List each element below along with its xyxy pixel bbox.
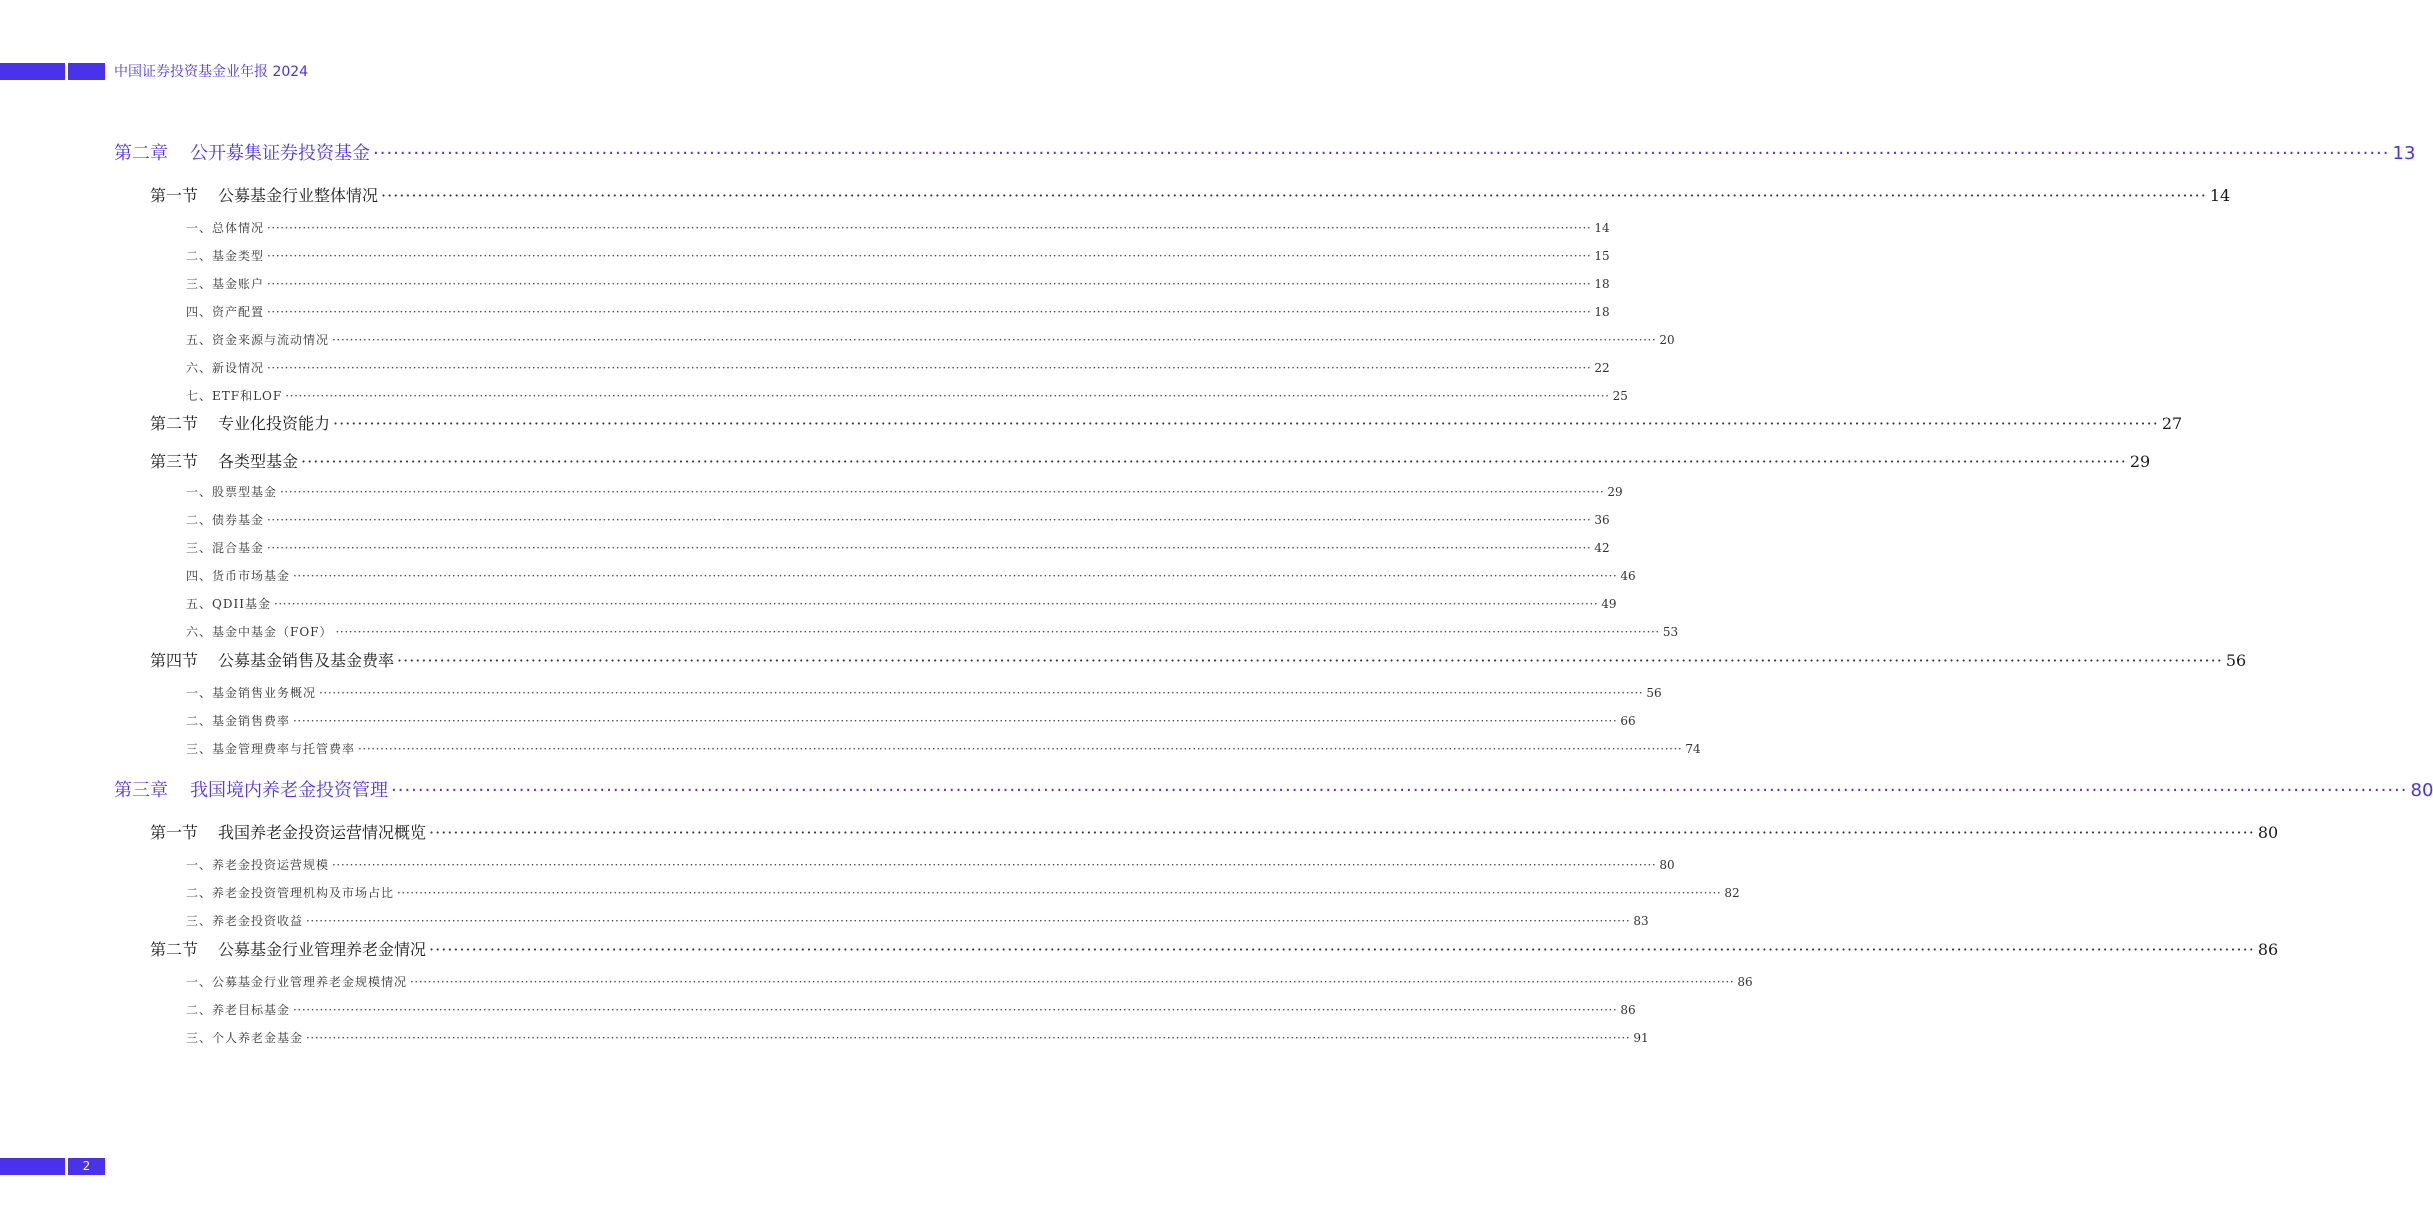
toc-page-number: 91	[1633, 1031, 1649, 1045]
dot-leader: ············································································································································································································································································································	[267, 513, 1592, 527]
toc-item-row[interactable]	[186, 595, 1617, 612]
dot-leader: ············································································································································································································································································································	[267, 361, 1592, 375]
toc-item-row[interactable]	[186, 884, 1740, 901]
toc-item-title: 一、总体情况	[186, 221, 265, 235]
dot-leader: ············································································································································································································································································································	[381, 186, 2207, 205]
dot-leader: ············································································································································································································································································································	[267, 541, 1592, 555]
toc-section-title: 我国养老金投资运营情况概览	[218, 823, 427, 842]
toc-page-number: 82	[1724, 886, 1740, 900]
toc-item-title: 四、货币市场基金	[186, 569, 291, 583]
dot-leader: ············································································································································································································································································································	[267, 277, 1592, 291]
toc-chapter-title: 公开募集证券投资基金	[190, 143, 370, 164]
toc-page-number: 66	[1620, 714, 1636, 728]
toc-item-title: 一、公募基金行业管理养老金规模情况	[186, 975, 408, 989]
toc-page-number: 20	[1659, 333, 1675, 347]
page-number: 2	[68, 1158, 105, 1175]
dot-leader: ············································································································································································································································································································	[429, 940, 2255, 959]
toc-item-row[interactable]	[186, 331, 1675, 348]
toc-section-number: 第一节	[150, 823, 199, 842]
toc-page-number: 74	[1685, 742, 1701, 756]
toc-section-row[interactable]	[150, 183, 2231, 206]
toc-item-title: 三、混合基金	[186, 541, 265, 555]
toc-page-number: 18	[1594, 305, 1610, 319]
dot-leader: ············································································································································································································································································································	[397, 886, 1722, 900]
toc-page-number: 27	[2161, 414, 2183, 433]
toc-section-row[interactable]	[150, 449, 2151, 472]
dot-leader: ············································································································································································································································································································	[306, 1031, 1631, 1045]
toc-page-number: 53	[1662, 625, 1679, 639]
footer-accent-bar	[0, 1158, 65, 1175]
toc-item-title: 六、新设情况	[186, 361, 265, 375]
toc-section-title: 各类型基金	[218, 452, 299, 471]
toc-item-row[interactable]	[186, 912, 1649, 929]
toc-page-number: 29	[2129, 452, 2151, 471]
toc-section-number: 第二节	[150, 940, 199, 959]
dot-leader: ············································································································································································································································································································	[333, 414, 2159, 433]
toc-item-title: 三、基金账户	[186, 277, 265, 291]
dot-leader: ············································································································································································································································································································	[429, 823, 2255, 842]
toc-item-title: 二、养老目标基金	[186, 1003, 291, 1017]
toc-chapter-number: 第三章	[114, 780, 168, 801]
header-accent-block	[68, 63, 105, 80]
toc-page-number: 80	[2410, 780, 2433, 801]
toc-item-row[interactable]	[186, 247, 1610, 264]
toc-item-title: 三、基金管理费率与托管费率	[186, 742, 356, 756]
toc-page-number: 22	[1594, 361, 1610, 375]
dot-leader: ············································································································································································································································································································	[267, 249, 1592, 263]
toc-item-title: 五、QDII基金	[186, 597, 271, 611]
dot-leader: ············································································································································································································································································································	[397, 651, 2223, 670]
toc-item-row[interactable]	[186, 303, 1610, 320]
dot-leader: ············································································································································································································································································································	[301, 452, 2127, 471]
toc-page-number: 49	[1601, 597, 1617, 611]
dot-leader: ············································································································································································································································································································	[410, 975, 1735, 989]
dot-leader: ············································································································································································································································································································	[293, 714, 1618, 728]
toc-item-row[interactable]	[186, 740, 1701, 757]
toc-item-title: 一、基金销售业务概况	[186, 686, 317, 700]
dot-leader: ············································································································································································································································································································	[332, 333, 1657, 347]
toc-section-row[interactable]	[150, 937, 2279, 960]
toc-page-number: 14	[2209, 186, 2231, 205]
toc-item-row[interactable]	[186, 387, 1628, 404]
toc-page-number: 80	[2257, 823, 2279, 842]
toc-page-number: 86	[1620, 1003, 1636, 1017]
toc-item-title: 五、资金来源与流动情况	[186, 333, 330, 347]
dot-leader: ············································································································································································································································································································	[273, 597, 1599, 611]
toc-section-row[interactable]	[150, 411, 2183, 434]
toc-page-number: 80	[1659, 858, 1675, 872]
dot-leader: ············································································································································································································································································································	[306, 914, 1631, 928]
toc-item-row[interactable]	[186, 359, 1610, 376]
toc-item-title: 一、股票型基金	[186, 485, 278, 499]
toc-page-number: 13	[2392, 143, 2416, 164]
toc-item-row[interactable]	[186, 219, 1610, 236]
toc-page-number: 56	[1646, 686, 1662, 700]
toc-item-title: 二、养老金投资管理机构及市场占比	[186, 886, 395, 900]
toc-page-number: 18	[1594, 277, 1610, 291]
toc-page-number: 15	[1594, 249, 1610, 263]
toc-page-number: 56	[2225, 651, 2247, 670]
toc-section-number: 第四节	[150, 651, 199, 670]
toc-item-title: 七、ETF和LOF	[186, 389, 283, 403]
dot-leader: ············································································································································································································································································································	[267, 305, 1592, 319]
toc-item-row[interactable]	[186, 1001, 1636, 1018]
toc-item-row[interactable]	[186, 973, 1753, 990]
toc-page-number: 42	[1594, 541, 1610, 555]
dot-leader: ············································································································································································································································································································	[293, 1003, 1618, 1017]
toc-section-number: 第一节	[150, 186, 199, 205]
dot-leader: ············································································································································································································································································································	[285, 389, 1610, 403]
toc-chapter-row[interactable]	[114, 139, 2416, 165]
toc-item-row[interactable]	[186, 483, 1623, 500]
dot-leader: ············································································································································································································································································································	[391, 780, 2408, 801]
toc-item-row[interactable]	[186, 1029, 1649, 1046]
dot-leader: ············································································································································································································································································································	[293, 569, 1618, 583]
dot-leader: ············································································································································································································································································································	[332, 858, 1657, 872]
toc-item-row[interactable]	[186, 511, 1610, 528]
toc-section-title: 公募基金销售及基金费率	[218, 651, 395, 670]
toc-item-row[interactable]	[186, 684, 1662, 701]
toc-page-number: 86	[1737, 975, 1753, 989]
toc-page-number: 86	[2257, 940, 2279, 959]
toc-item-title: 二、基金销售费率	[186, 714, 291, 728]
toc-item-title: 三、个人养老金基金	[186, 1031, 304, 1045]
toc-page-number: 25	[1612, 389, 1628, 403]
running-header-title: 中国证券投资基金业年报 2024	[114, 64, 309, 80]
toc-chapter-title: 我国境内养老金投资管理	[190, 780, 388, 801]
toc-section-title: 公募基金行业整体情况	[218, 186, 379, 205]
toc-item-row[interactable]	[186, 856, 1675, 873]
toc-page-number: 29	[1607, 485, 1623, 499]
dot-leader: ············································································································································································································································································································	[373, 143, 2390, 164]
dot-leader: ············································································································································································································································································································	[358, 742, 1683, 756]
dot-leader: ············································································································································································································································································································	[335, 625, 1660, 639]
toc-page-number: 36	[1594, 513, 1610, 527]
toc-section-number: 第二节	[150, 414, 199, 433]
toc-item-title: 二、债券基金	[186, 513, 265, 527]
toc-item-title: 六、基金中基金（FOF）	[186, 625, 333, 639]
toc-page-number: 14	[1594, 221, 1610, 235]
toc-item-row[interactable]	[186, 623, 1679, 640]
toc-item-row[interactable]	[186, 567, 1636, 584]
toc-chapter-number: 第二章	[114, 143, 168, 164]
toc-page-number: 46	[1620, 569, 1636, 583]
toc-item-title: 三、养老金投资收益	[186, 914, 304, 928]
toc-item-title: 二、基金类型	[186, 249, 265, 263]
toc-page-number: 83	[1633, 914, 1649, 928]
toc-section-row[interactable]	[150, 820, 2279, 843]
toc-item-row[interactable]	[186, 712, 1636, 729]
toc-item-title: 四、资产配置	[186, 305, 265, 319]
toc-section-row[interactable]	[150, 648, 2247, 671]
toc-item-row[interactable]	[186, 539, 1610, 556]
dot-leader: ············································································································································································································································································································	[319, 686, 1644, 700]
toc-chapter-row[interactable]	[114, 776, 2433, 802]
toc-item-title: 一、养老金投资运营规模	[186, 858, 330, 872]
toc-section-title: 公募基金行业管理养老金情况	[218, 940, 427, 959]
toc-item-row[interactable]	[186, 275, 1610, 292]
dot-leader: ············································································································································································································································································································	[267, 221, 1592, 235]
toc-section-title: 专业化投资能力	[218, 414, 331, 433]
dot-leader: ············································································································································································································································································································	[280, 485, 1605, 499]
header-accent-bar	[0, 63, 65, 80]
toc-section-number: 第三节	[150, 452, 199, 471]
